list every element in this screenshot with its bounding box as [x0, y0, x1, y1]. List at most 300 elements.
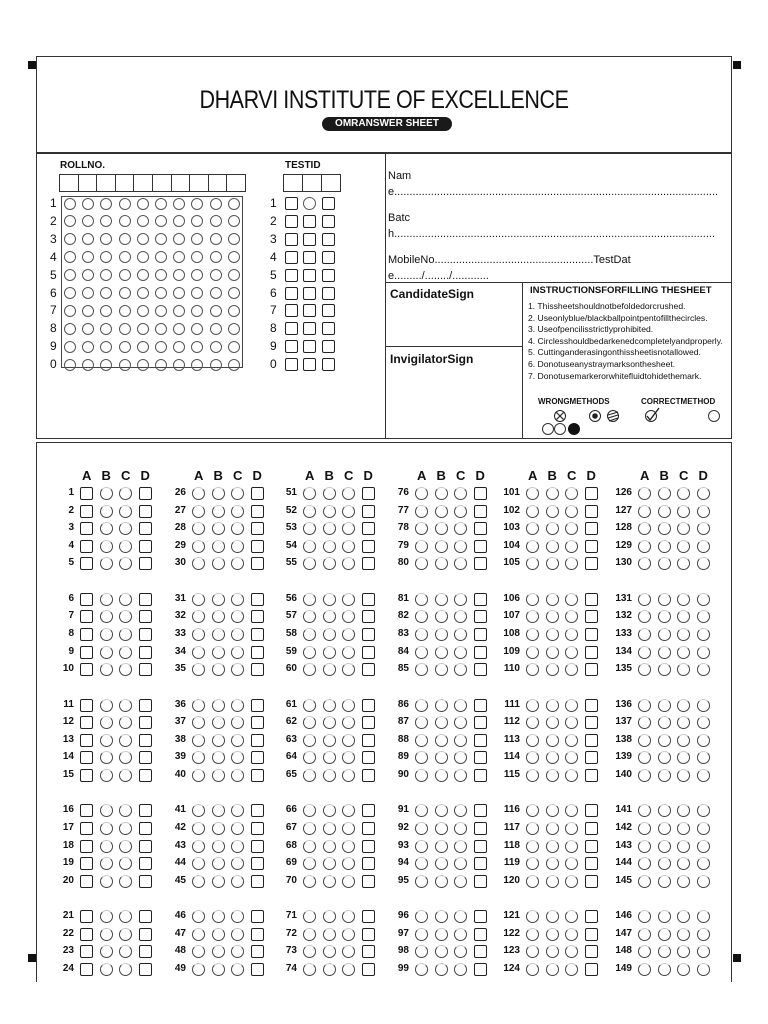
answer-bubble-d[interactable] [697, 875, 710, 888]
answer-bubble-b[interactable] [658, 699, 671, 712]
answer-bubble-d[interactable] [139, 769, 152, 782]
answer-bubble-d[interactable] [251, 963, 264, 976]
answer-bubble-d[interactable] [585, 487, 598, 500]
answer-bubble-d[interactable] [251, 928, 264, 941]
answer-bubble-d[interactable] [362, 928, 375, 941]
answer-bubble-d[interactable] [362, 857, 375, 870]
answer-bubble-a[interactable] [80, 751, 93, 764]
answer-bubble-b[interactable] [435, 628, 448, 641]
answer-bubble-d[interactable] [697, 699, 710, 712]
answer-bubble-d[interactable] [251, 857, 264, 870]
answer-bubble-a[interactable] [638, 928, 651, 941]
answer-bubble-a[interactable] [415, 822, 428, 835]
answer-bubble-b[interactable] [435, 822, 448, 835]
answer-bubble-b[interactable] [323, 840, 336, 853]
answer-bubble-b[interactable] [323, 910, 336, 923]
roll-bubble[interactable] [155, 269, 167, 281]
answer-bubble-d[interactable] [139, 487, 152, 500]
answer-bubble-d[interactable] [474, 751, 487, 764]
answer-bubble-d[interactable] [474, 769, 487, 782]
answer-bubble-a[interactable] [638, 769, 651, 782]
answer-bubble-a[interactable] [415, 646, 428, 659]
answer-bubble-a[interactable] [638, 822, 651, 835]
answer-bubble-c[interactable] [565, 963, 578, 976]
roll-bubble[interactable] [228, 305, 240, 317]
mobile-testdate-field[interactable]: MobileNo....................................................TestDate........./......../............ [388, 254, 631, 282]
answer-bubble-b[interactable] [435, 540, 448, 553]
roll-bubble[interactable] [119, 359, 131, 371]
answer-bubble-b[interactable] [546, 875, 559, 888]
answer-bubble-c[interactable] [342, 963, 355, 976]
answer-bubble-d[interactable] [697, 505, 710, 518]
test-bubble[interactable] [303, 340, 316, 353]
answer-bubble-a[interactable] [415, 769, 428, 782]
roll-bubble[interactable] [210, 215, 222, 227]
answer-bubble-b[interactable] [323, 557, 336, 570]
answer-bubble-c[interactable] [231, 540, 244, 553]
answer-bubble-b[interactable] [212, 699, 225, 712]
answer-bubble-c[interactable] [454, 593, 467, 606]
answer-bubble-d[interactable] [251, 875, 264, 888]
roll-bubble[interactable] [191, 341, 203, 353]
answer-bubble-d[interactable] [585, 963, 598, 976]
answer-bubble-c[interactable] [342, 875, 355, 888]
answer-bubble-d[interactable] [474, 875, 487, 888]
answer-bubble-d[interactable] [697, 522, 710, 535]
roll-bubble[interactable] [82, 359, 94, 371]
answer-bubble-c[interactable] [677, 875, 690, 888]
answer-bubble-b[interactable] [323, 699, 336, 712]
answer-bubble-c[interactable] [677, 769, 690, 782]
roll-bubble[interactable] [155, 305, 167, 317]
answer-bubble-a[interactable] [80, 963, 93, 976]
answer-bubble-d[interactable] [697, 822, 710, 835]
answer-bubble-a[interactable] [638, 840, 651, 853]
answer-bubble-b[interactable] [658, 610, 671, 623]
test-bubble[interactable] [285, 269, 298, 282]
answer-bubble-b[interactable] [658, 751, 671, 764]
test-bubble[interactable] [322, 233, 335, 246]
roll-bubble[interactable] [64, 305, 76, 317]
answer-bubble-b[interactable] [100, 487, 113, 500]
answer-bubble-a[interactable] [303, 505, 316, 518]
answer-bubble-b[interactable] [212, 804, 225, 817]
test-bubble[interactable] [285, 304, 298, 317]
answer-bubble-a[interactable] [192, 769, 205, 782]
roll-bubble[interactable] [119, 269, 131, 281]
answer-bubble-b[interactable] [435, 716, 448, 729]
roll-bubble[interactable] [210, 323, 222, 335]
answer-bubble-c[interactable] [565, 875, 578, 888]
answer-bubble-b[interactable] [658, 540, 671, 553]
answer-bubble-b[interactable] [212, 875, 225, 888]
answer-bubble-a[interactable] [80, 769, 93, 782]
roll-bubble[interactable] [173, 341, 185, 353]
answer-bubble-c[interactable] [677, 734, 690, 747]
answer-bubble-d[interactable] [697, 963, 710, 976]
answer-bubble-d[interactable] [251, 751, 264, 764]
roll-bubble[interactable] [155, 287, 167, 299]
roll-bubble[interactable] [137, 233, 149, 245]
test-bubble[interactable] [285, 233, 298, 246]
answer-bubble-b[interactable] [658, 857, 671, 870]
answer-bubble-b[interactable] [212, 628, 225, 641]
answer-bubble-d[interactable] [474, 487, 487, 500]
answer-bubble-a[interactable] [303, 593, 316, 606]
answer-bubble-b[interactable] [212, 857, 225, 870]
answer-bubble-c[interactable] [677, 487, 690, 500]
answer-bubble-d[interactable] [697, 628, 710, 641]
answer-bubble-b[interactable] [323, 822, 336, 835]
answer-bubble-a[interactable] [192, 646, 205, 659]
answer-bubble-b[interactable] [212, 663, 225, 676]
answer-bubble-b[interactable] [658, 822, 671, 835]
test-bubble[interactable] [322, 251, 335, 264]
answer-bubble-d[interactable] [474, 505, 487, 518]
answer-bubble-c[interactable] [677, 928, 690, 941]
answer-bubble-d[interactable] [251, 540, 264, 553]
answer-bubble-b[interactable] [546, 557, 559, 570]
test-bubble[interactable] [285, 197, 298, 210]
answer-bubble-c[interactable] [565, 540, 578, 553]
roll-no-entry-box[interactable] [226, 174, 246, 192]
answer-bubble-b[interactable] [658, 734, 671, 747]
answer-bubble-d[interactable] [362, 875, 375, 888]
answer-bubble-c[interactable] [565, 734, 578, 747]
answer-bubble-d[interactable] [139, 593, 152, 606]
answer-bubble-b[interactable] [100, 751, 113, 764]
answer-bubble-a[interactable] [415, 628, 428, 641]
answer-bubble-b[interactable] [435, 699, 448, 712]
answer-bubble-d[interactable] [251, 945, 264, 958]
answer-bubble-d[interactable] [139, 716, 152, 729]
answer-bubble-a[interactable] [192, 505, 205, 518]
answer-bubble-a[interactable] [80, 557, 93, 570]
answer-bubble-c[interactable] [454, 840, 467, 853]
answer-bubble-d[interactable] [362, 593, 375, 606]
answer-bubble-c[interactable] [119, 505, 132, 518]
test-id-entry-box[interactable] [302, 174, 322, 192]
answer-bubble-c[interactable] [677, 593, 690, 606]
answer-bubble-a[interactable] [526, 769, 539, 782]
answer-bubble-d[interactable] [697, 910, 710, 923]
answer-bubble-a[interactable] [192, 699, 205, 712]
roll-no-entry-box[interactable] [189, 174, 209, 192]
test-bubble[interactable] [285, 322, 298, 335]
answer-bubble-b[interactable] [100, 716, 113, 729]
roll-bubble[interactable] [191, 359, 203, 371]
roll-bubble[interactable] [155, 359, 167, 371]
answer-bubble-a[interactable] [526, 963, 539, 976]
answer-bubble-d[interactable] [362, 910, 375, 923]
answer-bubble-d[interactable] [251, 769, 264, 782]
answer-bubble-a[interactable] [526, 540, 539, 553]
answer-bubble-d[interactable] [697, 646, 710, 659]
answer-bubble-a[interactable] [638, 646, 651, 659]
answer-bubble-d[interactable] [697, 857, 710, 870]
answer-bubble-d[interactable] [362, 734, 375, 747]
test-bubble[interactable] [303, 233, 316, 246]
answer-bubble-b[interactable] [212, 505, 225, 518]
answer-bubble-c[interactable] [454, 540, 467, 553]
roll-bubble[interactable] [137, 251, 149, 263]
answer-bubble-d[interactable] [585, 751, 598, 764]
roll-bubble[interactable] [228, 198, 240, 210]
answer-bubble-c[interactable] [342, 628, 355, 641]
roll-bubble[interactable] [64, 269, 76, 281]
answer-bubble-d[interactable] [585, 804, 598, 817]
answer-bubble-c[interactable] [565, 505, 578, 518]
answer-bubble-c[interactable] [119, 699, 132, 712]
answer-bubble-d[interactable] [697, 945, 710, 958]
answer-bubble-b[interactable] [546, 804, 559, 817]
answer-bubble-a[interactable] [638, 540, 651, 553]
answer-bubble-b[interactable] [658, 663, 671, 676]
answer-bubble-b[interactable] [658, 840, 671, 853]
answer-bubble-d[interactable] [362, 963, 375, 976]
test-bubble[interactable] [285, 251, 298, 264]
roll-bubble[interactable] [210, 269, 222, 281]
answer-bubble-d[interactable] [697, 769, 710, 782]
roll-bubble[interactable] [228, 341, 240, 353]
answer-bubble-b[interactable] [212, 945, 225, 958]
answer-bubble-a[interactable] [192, 875, 205, 888]
answer-bubble-d[interactable] [585, 928, 598, 941]
roll-bubble[interactable] [173, 323, 185, 335]
answer-bubble-d[interactable] [139, 646, 152, 659]
answer-bubble-b[interactable] [100, 804, 113, 817]
answer-bubble-a[interactable] [526, 593, 539, 606]
roll-bubble[interactable] [210, 305, 222, 317]
answer-bubble-b[interactable] [546, 734, 559, 747]
answer-bubble-a[interactable] [303, 822, 316, 835]
answer-bubble-b[interactable] [212, 646, 225, 659]
answer-bubble-a[interactable] [303, 928, 316, 941]
roll-bubble[interactable] [210, 251, 222, 263]
answer-bubble-c[interactable] [119, 487, 132, 500]
answer-bubble-c[interactable] [119, 734, 132, 747]
roll-bubble[interactable] [173, 305, 185, 317]
answer-bubble-c[interactable] [454, 487, 467, 500]
answer-bubble-c[interactable] [342, 928, 355, 941]
answer-bubble-b[interactable] [100, 646, 113, 659]
answer-bubble-d[interactable] [251, 822, 264, 835]
answer-bubble-b[interactable] [323, 505, 336, 518]
answer-bubble-b[interactable] [435, 857, 448, 870]
answer-bubble-d[interactable] [139, 557, 152, 570]
roll-bubble[interactable] [119, 287, 131, 299]
answer-bubble-d[interactable] [474, 716, 487, 729]
answer-bubble-d[interactable] [362, 628, 375, 641]
answer-bubble-a[interactable] [80, 822, 93, 835]
answer-bubble-c[interactable] [231, 699, 244, 712]
answer-bubble-c[interactable] [454, 699, 467, 712]
answer-bubble-d[interactable] [697, 840, 710, 853]
answer-bubble-d[interactable] [251, 910, 264, 923]
answer-bubble-c[interactable] [231, 505, 244, 518]
answer-bubble-b[interactable] [212, 593, 225, 606]
answer-bubble-d[interactable] [697, 716, 710, 729]
answer-bubble-a[interactable] [415, 505, 428, 518]
answer-bubble-d[interactable] [585, 910, 598, 923]
answer-bubble-d[interactable] [362, 557, 375, 570]
answer-bubble-d[interactable] [474, 557, 487, 570]
roll-bubble[interactable] [137, 323, 149, 335]
answer-bubble-a[interactable] [80, 610, 93, 623]
answer-bubble-d[interactable] [585, 875, 598, 888]
answer-bubble-b[interactable] [435, 910, 448, 923]
answer-bubble-c[interactable] [342, 505, 355, 518]
answer-bubble-b[interactable] [546, 840, 559, 853]
answer-bubble-d[interactable] [139, 945, 152, 958]
roll-bubble[interactable] [64, 323, 76, 335]
test-bubble[interactable] [322, 287, 335, 300]
answer-bubble-b[interactable] [546, 928, 559, 941]
test-bubble[interactable] [322, 322, 335, 335]
answer-bubble-b[interactable] [212, 769, 225, 782]
test-bubble[interactable] [303, 358, 316, 371]
test-bubble[interactable] [322, 215, 335, 228]
roll-no-entry-box[interactable] [208, 174, 228, 192]
answer-bubble-c[interactable] [565, 628, 578, 641]
answer-bubble-d[interactable] [362, 716, 375, 729]
answer-bubble-b[interactable] [212, 610, 225, 623]
answer-bubble-d[interactable] [474, 928, 487, 941]
answer-bubble-c[interactable] [119, 928, 132, 941]
answer-bubble-a[interactable] [303, 840, 316, 853]
answer-bubble-a[interactable] [80, 699, 93, 712]
answer-bubble-d[interactable] [697, 751, 710, 764]
answer-bubble-b[interactable] [435, 769, 448, 782]
answer-bubble-a[interactable] [80, 875, 93, 888]
roll-bubble[interactable] [228, 287, 240, 299]
roll-bubble[interactable] [173, 198, 185, 210]
answer-bubble-d[interactable] [697, 487, 710, 500]
answer-bubble-c[interactable] [677, 840, 690, 853]
answer-bubble-d[interactable] [362, 663, 375, 676]
answer-bubble-d[interactable] [362, 822, 375, 835]
roll-bubble[interactable] [137, 269, 149, 281]
answer-bubble-c[interactable] [119, 963, 132, 976]
answer-bubble-c[interactable] [454, 646, 467, 659]
answer-bubble-d[interactable] [697, 734, 710, 747]
answer-bubble-c[interactable] [119, 875, 132, 888]
answer-bubble-c[interactable] [677, 540, 690, 553]
answer-bubble-d[interactable] [251, 663, 264, 676]
answer-bubble-d[interactable] [362, 804, 375, 817]
answer-bubble-d[interactable] [251, 804, 264, 817]
answer-bubble-c[interactable] [677, 822, 690, 835]
answer-bubble-b[interactable] [546, 769, 559, 782]
answer-bubble-c[interactable] [565, 769, 578, 782]
answer-bubble-d[interactable] [251, 610, 264, 623]
answer-bubble-c[interactable] [565, 487, 578, 500]
answer-bubble-b[interactable] [658, 769, 671, 782]
answer-bubble-a[interactable] [80, 646, 93, 659]
answer-bubble-b[interactable] [100, 628, 113, 641]
answer-bubble-b[interactable] [435, 663, 448, 676]
answer-bubble-b[interactable] [658, 593, 671, 606]
answer-bubble-d[interactable] [585, 840, 598, 853]
answer-bubble-a[interactable] [192, 963, 205, 976]
answer-bubble-d[interactable] [474, 646, 487, 659]
answer-bubble-b[interactable] [546, 910, 559, 923]
answer-bubble-a[interactable] [80, 716, 93, 729]
answer-bubble-d[interactable] [139, 928, 152, 941]
answer-bubble-b[interactable] [658, 945, 671, 958]
answer-bubble-b[interactable] [546, 593, 559, 606]
answer-bubble-d[interactable] [251, 840, 264, 853]
answer-bubble-b[interactable] [658, 716, 671, 729]
answer-bubble-b[interactable] [546, 963, 559, 976]
answer-bubble-b[interactable] [100, 540, 113, 553]
answer-bubble-b[interactable] [658, 557, 671, 570]
answer-bubble-d[interactable] [139, 663, 152, 676]
roll-bubble[interactable] [82, 198, 94, 210]
answer-bubble-d[interactable] [139, 963, 152, 976]
roll-bubble[interactable] [119, 341, 131, 353]
answer-bubble-b[interactable] [546, 716, 559, 729]
answer-bubble-a[interactable] [80, 910, 93, 923]
answer-bubble-c[interactable] [454, 928, 467, 941]
answer-bubble-d[interactable] [139, 875, 152, 888]
answer-bubble-b[interactable] [100, 875, 113, 888]
answer-bubble-a[interactable] [192, 487, 205, 500]
answer-bubble-d[interactable] [474, 857, 487, 870]
answer-bubble-d[interactable] [251, 593, 264, 606]
candidate-sign-area[interactable] [386, 304, 521, 345]
roll-bubble[interactable] [228, 251, 240, 263]
roll-bubble[interactable] [137, 305, 149, 317]
answer-bubble-d[interactable] [139, 522, 152, 535]
answer-bubble-d[interactable] [585, 593, 598, 606]
answer-bubble-d[interactable] [251, 628, 264, 641]
answer-bubble-c[interactable] [231, 928, 244, 941]
answer-bubble-c[interactable] [119, 769, 132, 782]
answer-bubble-c[interactable] [231, 875, 244, 888]
answer-bubble-d[interactable] [251, 522, 264, 535]
answer-bubble-a[interactable] [415, 487, 428, 500]
answer-bubble-b[interactable] [212, 716, 225, 729]
answer-bubble-b[interactable] [435, 610, 448, 623]
answer-bubble-b[interactable] [323, 928, 336, 941]
test-bubble[interactable] [322, 358, 335, 371]
answer-bubble-a[interactable] [638, 487, 651, 500]
answer-bubble-a[interactable] [415, 699, 428, 712]
answer-bubble-a[interactable] [80, 505, 93, 518]
answer-bubble-b[interactable] [658, 646, 671, 659]
answer-bubble-d[interactable] [139, 751, 152, 764]
answer-bubble-a[interactable] [526, 875, 539, 888]
roll-bubble[interactable] [64, 359, 76, 371]
answer-bubble-b[interactable] [323, 610, 336, 623]
answer-bubble-d[interactable] [362, 610, 375, 623]
answer-bubble-c[interactable] [565, 646, 578, 659]
answer-bubble-b[interactable] [323, 487, 336, 500]
roll-no-entry-box[interactable] [59, 174, 79, 192]
answer-bubble-a[interactable] [526, 928, 539, 941]
roll-bubble[interactable] [119, 323, 131, 335]
answer-bubble-c[interactable] [454, 822, 467, 835]
answer-bubble-d[interactable] [474, 840, 487, 853]
answer-bubble-b[interactable] [323, 963, 336, 976]
answer-bubble-d[interactable] [585, 646, 598, 659]
answer-bubble-d[interactable] [474, 663, 487, 676]
answer-bubble-b[interactable] [658, 487, 671, 500]
roll-bubble[interactable] [228, 359, 240, 371]
answer-bubble-c[interactable] [454, 628, 467, 641]
answer-bubble-b[interactable] [435, 505, 448, 518]
